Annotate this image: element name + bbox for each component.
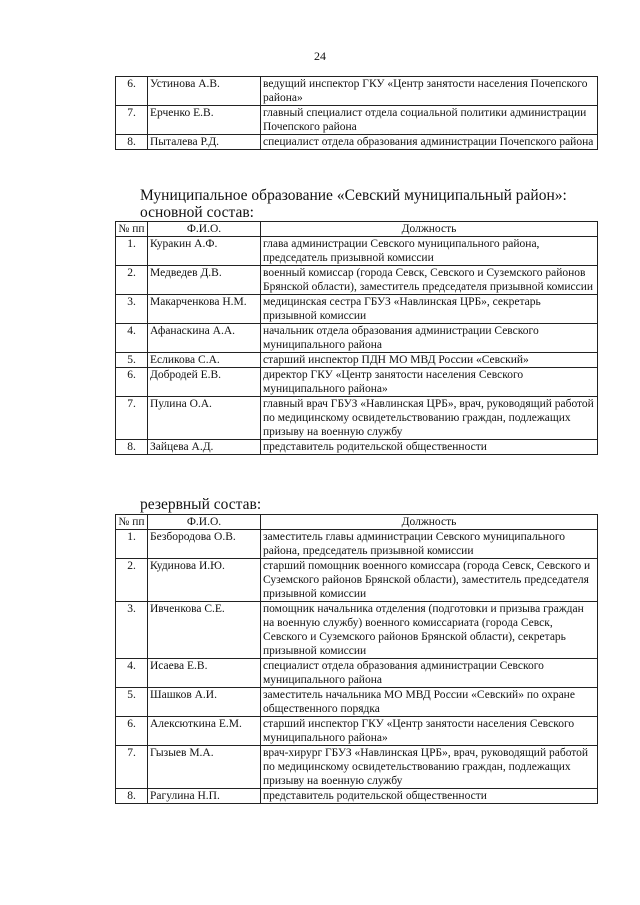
row-position: заместитель главы администрации Севского муниципального района, председатель призывной комиссии: [261, 530, 598, 559]
table-header-row: [116, 515, 598, 530]
table-row: [116, 789, 598, 804]
row-name: Куракин А.Ф.: [148, 237, 261, 266]
main-composition-title: основной состав:: [140, 204, 254, 221]
row-position: начальник отдела образования администрации Севского муниципального района: [261, 324, 598, 353]
table-row: [116, 659, 598, 688]
table-row: [116, 106, 598, 135]
row-position: специалист отдела образования администрации Почепского района: [261, 135, 598, 150]
row-name: Макарченкова Н.М.: [148, 295, 261, 324]
table-row: [116, 530, 598, 559]
row-name: Добродей Е.В.: [148, 368, 261, 397]
header-name: Ф.И.О.: [148, 515, 261, 530]
row-name: Кудинова И.Ю.: [148, 559, 261, 602]
page-number: 24: [314, 49, 326, 63]
row-name: Пулина О.А.: [148, 397, 261, 440]
row-number: 8.: [116, 789, 148, 804]
top-table-body: [116, 77, 598, 150]
row-name: Алексюткина Е.М.: [148, 717, 261, 746]
top-continuation-table: [115, 76, 598, 150]
table-row: [116, 602, 598, 659]
row-position: главный специалист отдела социальной политики администрации Почепского района: [261, 106, 598, 135]
row-number: 4.: [116, 659, 148, 688]
row-position: врач-хирург ГБУЗ «Навлинская ЦРБ», врач, руководящий работой по медицинскому освидетельствованию граждан, подлежащих призыву на военную службу: [261, 746, 598, 789]
header-num: № пп: [116, 222, 148, 237]
table-header-row: [116, 222, 598, 237]
row-position: представитель родительской общественности: [261, 789, 598, 804]
row-position: глава администрации Севского муниципального района, председатель призывной комиссии: [261, 237, 598, 266]
row-name: Шашков А.И.: [148, 688, 261, 717]
table-row: [116, 266, 598, 295]
table-row: [116, 135, 598, 150]
row-number: 6.: [116, 368, 148, 397]
table-row: [116, 368, 598, 397]
main-composition-table: [115, 221, 598, 455]
row-name: Гызыев М.А.: [148, 746, 261, 789]
row-number: 1.: [116, 237, 148, 266]
row-position: специалист отдела образования администрации Севского муниципального района: [261, 659, 598, 688]
row-position: военный комиссар (города Севск, Севского и Суземского районов Брянской области), заместитель председателя призывной комиссии: [261, 266, 598, 295]
row-position: старший инспектор ПДН МО МВД России «Севский»: [261, 353, 598, 368]
table-row: [116, 295, 598, 324]
header-name: Ф.И.О.: [148, 222, 261, 237]
row-name: Безбородова О.В.: [148, 530, 261, 559]
table-row: [116, 353, 598, 368]
row-name: Устинова А.В.: [148, 77, 261, 106]
row-number: 1.: [116, 530, 148, 559]
table-row: [116, 324, 598, 353]
row-position: заместитель начальника МО МВД России «Севский» по охране общественного порядка: [261, 688, 598, 717]
row-position: старший помощник военного комиссара (города Севск, Севского и Суземского районов Брянской области), заместитель председателя призывной комиссии: [261, 559, 598, 602]
row-name: Исаева Е.В.: [148, 659, 261, 688]
table-row: [116, 717, 598, 746]
table-row: [116, 77, 598, 106]
table-row: [116, 440, 598, 455]
row-position: представитель родительской общественности: [261, 440, 598, 455]
row-name: Афанаскина А.А.: [148, 324, 261, 353]
row-number: 5.: [116, 353, 148, 368]
row-number: 7.: [116, 397, 148, 440]
row-name: Зайцева А.Д.: [148, 440, 261, 455]
table-row: [116, 237, 598, 266]
row-number: 6.: [116, 77, 148, 106]
row-number: 7.: [116, 746, 148, 789]
row-number: 6.: [116, 717, 148, 746]
row-name: Пыталева Р.Д.: [148, 135, 261, 150]
row-position: старший инспектор ГКУ «Центр занятости населения Севского муниципального района»: [261, 717, 598, 746]
main-table-body: [116, 237, 598, 455]
header-position: Должность: [261, 515, 598, 530]
reserve-composition-table: [115, 514, 598, 804]
municipality-title: Муниципальное образование «Севский муниципальный район»:: [140, 187, 567, 204]
reserve-table-body: [116, 530, 598, 804]
table-row: [116, 688, 598, 717]
row-name: Рагулина Н.П.: [148, 789, 261, 804]
row-number: 2.: [116, 559, 148, 602]
row-position: медицинская сестра ГБУЗ «Навлинская ЦРБ», секретарь призывной комиссии: [261, 295, 598, 324]
header-num: № пп: [116, 515, 148, 530]
row-number: 7.: [116, 106, 148, 135]
row-name: Есликова С.А.: [148, 353, 261, 368]
row-number: 3.: [116, 295, 148, 324]
row-number: 4.: [116, 324, 148, 353]
row-number: 2.: [116, 266, 148, 295]
table-row: [116, 397, 598, 440]
row-name: Ерченко Е.В.: [148, 106, 261, 135]
row-number: 8.: [116, 135, 148, 150]
row-number: 5.: [116, 688, 148, 717]
row-position: помощник начальника отделения (подготовки и призыва граждан на военную службу) военного комиссариата (города Севск, Севского и Суземского районов Брянской области), секретарь призывной комиссии: [261, 602, 598, 659]
table-row: [116, 746, 598, 789]
row-position: главный врач ГБУЗ «Навлинская ЦРБ», врач, руководящий работой по медицинскому освидетельствованию граждан, подлежащих призыву на военную службу: [261, 397, 598, 440]
row-position: ведущий инспектор ГКУ «Центр занятости населения Почепского района»: [261, 77, 598, 106]
row-number: 3.: [116, 602, 148, 659]
row-name: Медведев Д.В.: [148, 266, 261, 295]
reserve-composition-title: резервный состав:: [140, 496, 262, 513]
table-row: [116, 559, 598, 602]
row-number: 8.: [116, 440, 148, 455]
header-position: Должность: [261, 222, 598, 237]
row-name: Ивченкова С.Е.: [148, 602, 261, 659]
row-position: директор ГКУ «Центр занятости населения Севского муниципального района»: [261, 368, 598, 397]
